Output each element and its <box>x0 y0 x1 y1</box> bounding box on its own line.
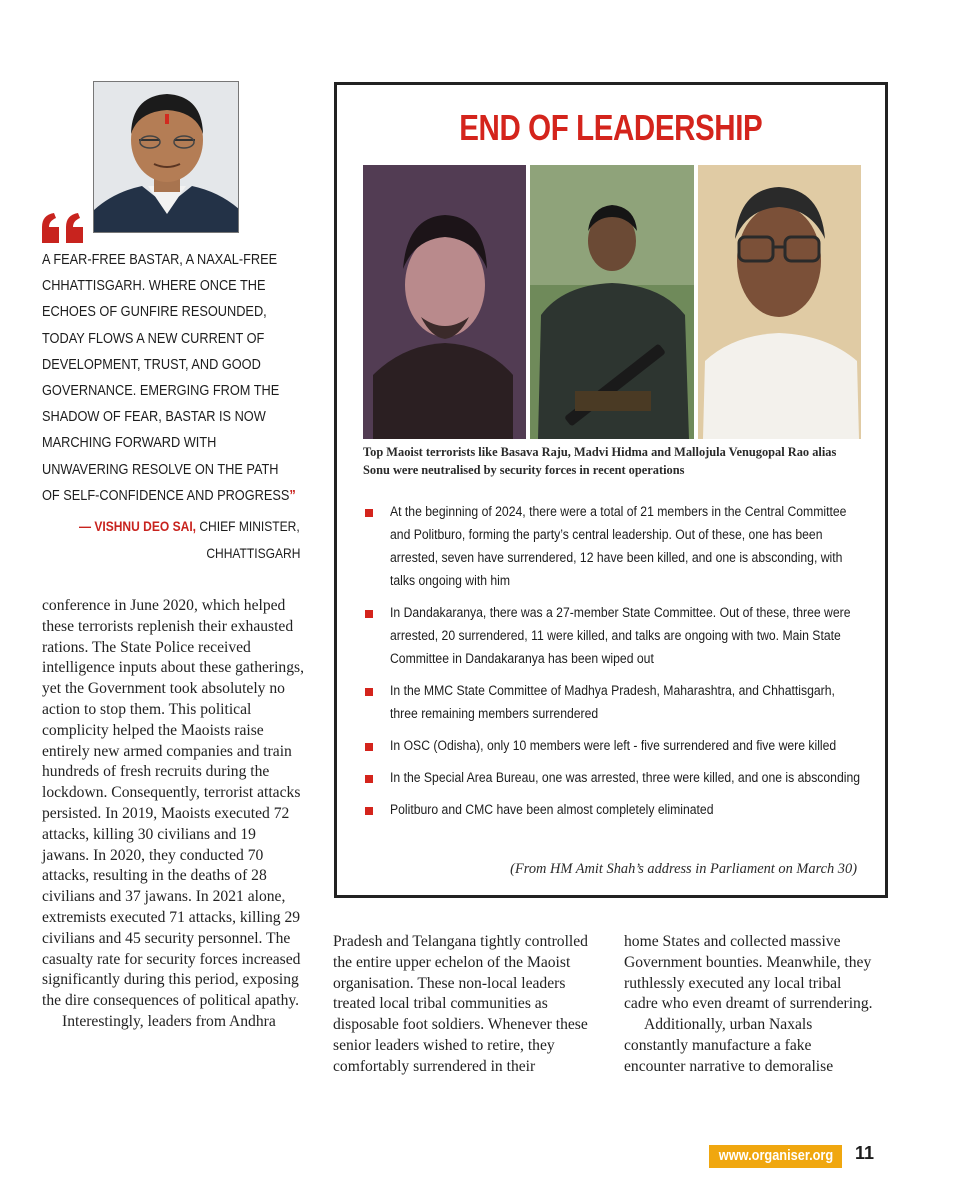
list-item <box>363 680 863 726</box>
quote-line: GOVERNANCE. EMERGING FROM THE <box>42 382 280 400</box>
article-paragraph: Pradesh and Telangana tightly controlled the entire upper echelon of the Maoist organisation. These non-local leaders treated local tribal communities as disposable foot soldiers. Whenever these senior leaders wished to retire, they comfortably surrendered in their <box>333 933 588 1075</box>
attribution-title: CHIEF MINISTER, <box>199 518 300 534</box>
leadership-bullet-list <box>363 501 863 831</box>
list-item <box>363 767 863 790</box>
quote-line: TODAY FLOWS A NEW CURRENT OF <box>42 329 265 347</box>
website-url-badge[interactable] <box>709 1145 842 1168</box>
bullet-text: In OSC (Odisha), only 10 members were left - five surrendered and five were killed <box>390 738 837 754</box>
source-note: (From HM Amit Shah’s address in Parliament on March 30) <box>510 861 857 877</box>
bullet-text: At the beginning of 2024, there were a total of 21 members in the Central Committee and Politburo, forming the party’s central leadership. Out of these, one has been arrested, seven have surrendered, 12 have been killed, and one is absconding, with talks ongoing with him <box>390 504 847 589</box>
leader-photo-3 <box>698 165 861 439</box>
article-paragraph: home States and collected massive Government bounties. Meanwhile, they ruthlessly executed any local tribal cadre who even dreamt of surrendering. <box>624 933 873 1013</box>
chief-minister-photo <box>93 81 239 233</box>
quote-line-last <box>42 483 304 509</box>
article-column-1 <box>42 596 305 1033</box>
article-paragraph: Additionally, urban Naxals constantly manufacture a fake encounter narrative to demoralise <box>624 1016 834 1075</box>
quote-line: MARCHING FORWARD WITH <box>42 434 217 452</box>
attribution-state: CHHATTISGARH <box>205 545 300 561</box>
article-column-3 <box>624 932 874 1078</box>
close-quote-mark: ” <box>289 486 296 504</box>
quote-line: CHHATTISGARH. WHERE ONCE THE <box>42 277 266 295</box>
box-title <box>337 107 885 149</box>
list-item <box>363 501 863 593</box>
quote-attribution <box>42 513 300 567</box>
pull-quote <box>42 247 304 509</box>
quote-line: A FEAR-FREE BASTAR, A NAXAL-FREE <box>42 251 278 268</box>
list-item <box>363 735 863 758</box>
list-item <box>363 602 863 671</box>
website-url[interactable]: www.organiser.org <box>718 1148 833 1164</box>
article-column-2 <box>333 932 595 1078</box>
quote-line: ECHOES OF GUNFIRE RESOUNDED, <box>42 303 267 321</box>
list-item <box>363 799 863 822</box>
photo-caption: Top Maoist terrorists like Basava Raju, Madvi Hidma and Mallojula Venugopal Rao alias Sonu were neutralised by security forces in recent operations <box>363 445 837 477</box>
bullet-text: Politburo and CMC have been almost completely eliminated <box>390 802 714 818</box>
bullet-text: In the Special Area Bureau, one was arrested, three were killed, and one is absconding <box>390 770 861 786</box>
quote-line: DEVELOPMENT, TRUST, AND GOOD <box>42 355 261 373</box>
leader-photo-1 <box>363 165 526 439</box>
quote-line: UNWAVERING RESOLVE ON THE PATH <box>42 460 279 478</box>
quote-line-text: OF SELF-CONFIDENCE AND PROGRESS <box>42 486 290 504</box>
end-of-leadership-box <box>334 82 888 898</box>
quote-line: SHADOW OF FEAR, BASTAR IS NOW <box>42 408 266 426</box>
attribution-name: — VISHNU DEO SAI, <box>79 518 197 534</box>
bullet-text: In Dandakaranya, there was a 27-member State Committee. Out of these, three were arrested, 20 surrendered, 11 were killed, and talks are ongoing with two. Main State Committee in Dandakaranya has been wiped out <box>390 605 851 667</box>
article-paragraph: Interestingly, leaders from Andhra <box>62 1012 276 1030</box>
box-title-text: END OF LEADERSHIP <box>459 107 763 148</box>
page-number: 11 <box>855 1143 875 1163</box>
article-paragraph: conference in June 2020, which helped these terrorists replenish their exhausted rations. The State Police received intelligence inputs about these gatherings, yet the Government took absolutely no action to stop them. This political complicity helped the Maoists raise entirely new armed companies and train hundreds of fresh recruits during the lockdown. Consequently, terrorist attacks persisted. In 2019, Maoists executed 72 attacks, killing 30 civilians and 19 jawans. In 2020, they conducted 70 attacks, resulting in the deaths of 28 civilians and 37 jawans. In 2021 alone, extremists executed 71 attacks, killing 29 civilians and 45 security personnel. The casualty rate for security forces increased significantly during this period, exposing the dire consequences of political apathy. <box>42 597 304 1010</box>
quote-mark-icon <box>40 213 88 243</box>
maoist-leaders-photos <box>363 165 861 439</box>
bullet-text: In the MMC State Committee of Madhya Pradesh, Maharashtra, and Chhattisgarh, three remaining members surrendered <box>390 683 835 722</box>
leader-photo-2 <box>530 165 694 439</box>
